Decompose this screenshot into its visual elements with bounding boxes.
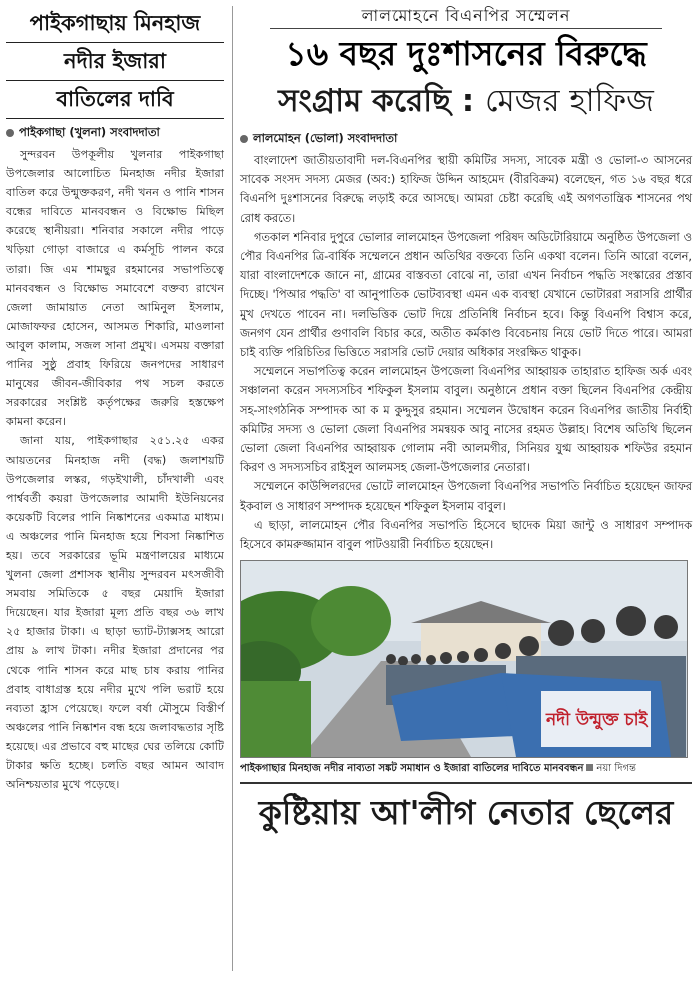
column-divider <box>232 6 233 971</box>
main-headline-line-2 <box>240 78 692 124</box>
news-photo <box>240 560 688 758</box>
headline-divider <box>6 118 224 119</box>
headline-divider <box>6 80 224 81</box>
photo-credit: নয়া দিগন্ত <box>596 763 636 775</box>
next-article-headline: কুষ্টিয়ায় আ'লীগ নেতার ছেলের <box>258 793 674 833</box>
banner-text: নদী উন্মুক্ত চাই <box>546 710 648 731</box>
right-paragraph-3: সম্মেলনে সভাপতিত্ব করেন লালমোহন উপজেলা বিএনপির আহ্বায়ক তাহারাত হাফিজ অর্ক এবং সঞ্চালনা করেন সদস্যসচিব শফিকুল ইসলাম বাবুল। অনুষ্ঠানে প্রধান বক্তা ছিলেন বিএনপির কেন্দ্রীয় সহ-সাংগঠনিক সম্পাদক আ ক ম কুদ্দুসুর রহমান। সম্মেলন উদ্বোধন করেন বিএনপির জাতীয় নির্বাহী কমিটির সদস্য ও ভোলা জেলা বিএনপির সমন্বয়ক আবু নাসের রহমত উল্লাহ। বিশেষ অতিথি ছিলেন ভোলা জেলা বিএনপির আহ্বায়ক গোলাম নবী আলমগীর, সিনিয়র যুগ্ম আহ্বায়ক শফিউর রহমান কিরণ ও সদস্যসচিব রাইসুল আলমসহ জেলা-উপজেলার নেতারা। <box>240 365 692 475</box>
left-headline-line-1: পাইকগাছায় মিনহাজ <box>29 11 201 35</box>
left-headline <box>6 6 224 119</box>
right-paragraph-5: এ ছাড়া, লালমোহন পৌর বিএনপির সভাপতি হিসেবে ছাদেক মিয়া জান্টু ও সাধারণ সম্পাদক হিসেবে কামরুজ্জামান বাবুল পাটওয়ারী নির্বাচিত হয়েছেন। <box>240 518 692 552</box>
main-headline-line-1: ১৬ বছর দুঃশাসনের বিরুদ্ধে <box>285 34 647 73</box>
right-article <box>240 4 692 836</box>
bullet-icon <box>6 129 14 137</box>
photo-caption: পাইকগাছার মিনহাজ নদীর নাব্যতা সঙ্কট সমাধান ও ইজারা বাতিলের দাবিতে মানববন্ধন নয়া দিগন্ত <box>240 763 636 775</box>
right-paragraph-1: বাংলাদেশ জাতীয়তাবাদী দল-বিএনপির স্থায়ী কমিটির সদস্য, সাবেক মন্ত্রী ও ভোলা-৩ আসনের সাবেক সংসদ সদস্য মেজর (অব:) হাফিজ উদ্দিন আহমেদ (বীরবিক্রম) বলেছেন, গত ১৬ বছর ধরে বিএনপি দুঃশাসনের বিরুদ্ধে লড়াই করে আসছে। আমরা চেষ্টা করেছি এই অগণতান্ত্রিক শাসনের পথ রোধ করতে। <box>240 154 692 225</box>
headline-speaker: মেজর হাফিজ <box>484 83 654 119</box>
right-body <box>240 151 692 554</box>
headline-divider <box>6 42 224 43</box>
headline-bold-part: সংগ্রাম করেছি : <box>278 83 475 119</box>
left-body <box>6 145 224 794</box>
left-article <box>6 6 224 794</box>
left-dateline: পাইকগাছা (খুলনা) সংবাদদাতা <box>6 124 224 143</box>
kicker: লালমোহনে বিএনপির সম্মেলন <box>361 6 571 25</box>
article-divider <box>240 782 692 784</box>
right-paragraph-4: সম্মেলনে কাউন্সিলরদের ভোটে লালমোহন উপজেলা বিএনপির সভাপতি নির্বাচিত হয়েছেন জাফর ইকবাল ও সাধারণ সম্পাদক হয়েছেন শফিকুল ইসলাম বাবুল। <box>240 480 692 513</box>
right-dateline: লালমোহন (ভোলা) সংবাদদাতা <box>240 130 692 149</box>
left-paragraph-2: জানা যায়, পাইকগাছার ২৫১.২৫ একর আয়তনের মিনহাজ নদী (বদ্ধ) জলাশয়টি উপজেলার লস্কর, গড়ইখালী, চাঁদখালী এবং পার্শ্ববর্তী কয়রা উপজেলার আমাদী ইউনিয়নের কয়েকটি বিলের পানি নিষ্কাশনের একমাত্র মাধ্যম। এ অঞ্চলের পানি মিনহাজ হয়ে শিবসা নিষ্কাশিত হয়। তবে সরকারের ভূমি মন্ত্রণালয়ের মাধ্যমে খুলনা জেলা প্রশাসক স্থানীয় সুন্দরবন মৎসজীবী সমবায় সমিতিকে ৫ বছর মেয়াদি ইজারা দিয়েছেন। যার ইজারা মূল্য প্রতি বছর ৩৬ লাখ ২৫ হাজার টাকা। এ ছাড়া ভ্যাট-ট্যাক্সসহ আরো প্রায় ৯ লাখ টাকা। নদীর ইজারা প্রদানের পর থেকে পানি শাসন করে মাছ চাষ করায় পানির প্রবাহ বাধাগ্রস্ত হয়ে নদীর মুখে পলি ভরাট হয়ে নব্যতা হ্রাস পেয়েছে। ফলে বর্ষা মৌসুমে বিস্তীর্ণ অঞ্চলের পানি নিষ্কাশন বন্ধ হয়ে জলাবদ্ধতার সৃষ্টি হয়েছে। এর প্রভাবে বহু মাছের ঘের তলিয়ে কোটি টাকার ক্ষতি হচ্ছে। চলতি বছর আমন আবাদ অনিশ্চয়তার মুখে পড়েছে। <box>6 434 224 792</box>
left-headline-line-2: নদীর ইজারা <box>64 49 166 73</box>
left-paragraph-1: সুন্দরবন উপকূলীয় খুলনার পাইকগাছা উপজেলার আলোচিত মিনহাজ নদীর ইজারা বাতিল করে উন্মুক্তকরণ, নদী খনন ও পানি শাসন বন্ধের দাবিতে মানববন্ধন ও বিক্ষোভ মিছিল করেছে স্থানীয়রা। শনিবার সকালে নদীর পাড়ে খড়িয়া গোড়া বাজারে এ কর্মসূচি পালন করে তারা। জি এম শামছুর রহমানের সভাপতিত্বে মানববন্ধন ও বিক্ষোভ সমাবেশে বক্তব্য রাখেন জেলা জামায়াত নেতা আমিনুল ইসলাম, মোজাফফর হোসেন, আসমত শিকারি, মাওলানা আবুল কালাম, সজল সানা প্রমুখ। এসময় বক্তারা পানির সুষ্ঠু প্রবাহ ফিরিয়ে জনপদের সাধারণ মানুষের জীবন-জীবিকার পথ সচল করতে সরকারের সংশ্লিষ্ট কর্তৃপক্ষের জরুরি হস্তক্ষেপ কামনা করেন। <box>6 148 224 429</box>
bullet-icon <box>240 135 248 143</box>
square-icon <box>586 764 593 771</box>
left-headline-line-3: বাতিলের দাবি <box>56 87 174 111</box>
right-paragraph-2: গতকাল শনিবার দুপুরে ভোলার লালমোহন উপজেলা পরিষদ অডিটোরিয়ামে অনুষ্ঠিত উপজেলা ও পৌর বিএনপির ত্রি-বার্ষিক সম্মেলনে প্রধান অতিথির বক্তব্যে তিনি একথা বলেন। তিনি আরো বলেন, যারা বাংলাদেশকে জানে না, গ্রামের বাস্তবতা বোঝে না, তারা এখন নির্বাচন পদ্ধতি সংস্কারের প্রস্তাব দিচ্ছে। 'পিআর পদ্ধতি' বা আনুপাতিক ভোটব্যবস্থা এমন এক ব্যবস্থা যেখানে ভোটাররা সরাসরি প্রার্থীর মুখ দেখতে পাবেন না। দলভিত্তিক ভোট দিয়ে প্রতিনিধি নির্বাচন হবে। কিন্তু বিএনপি বিশ্বাস করে, জনগণ যেন প্রার্থীর গুণাবলি বিচার করে, অতীত কর্মকাণ্ড বিবেচনায় নিয়ে ভোট দিতে পারে। আমরা চাই ব্যক্তি পরিচিতির ভিত্তিতে সরাসরি ভোট দেয়ার অধিকার সংরক্ষিত থাকুক। <box>240 230 692 360</box>
